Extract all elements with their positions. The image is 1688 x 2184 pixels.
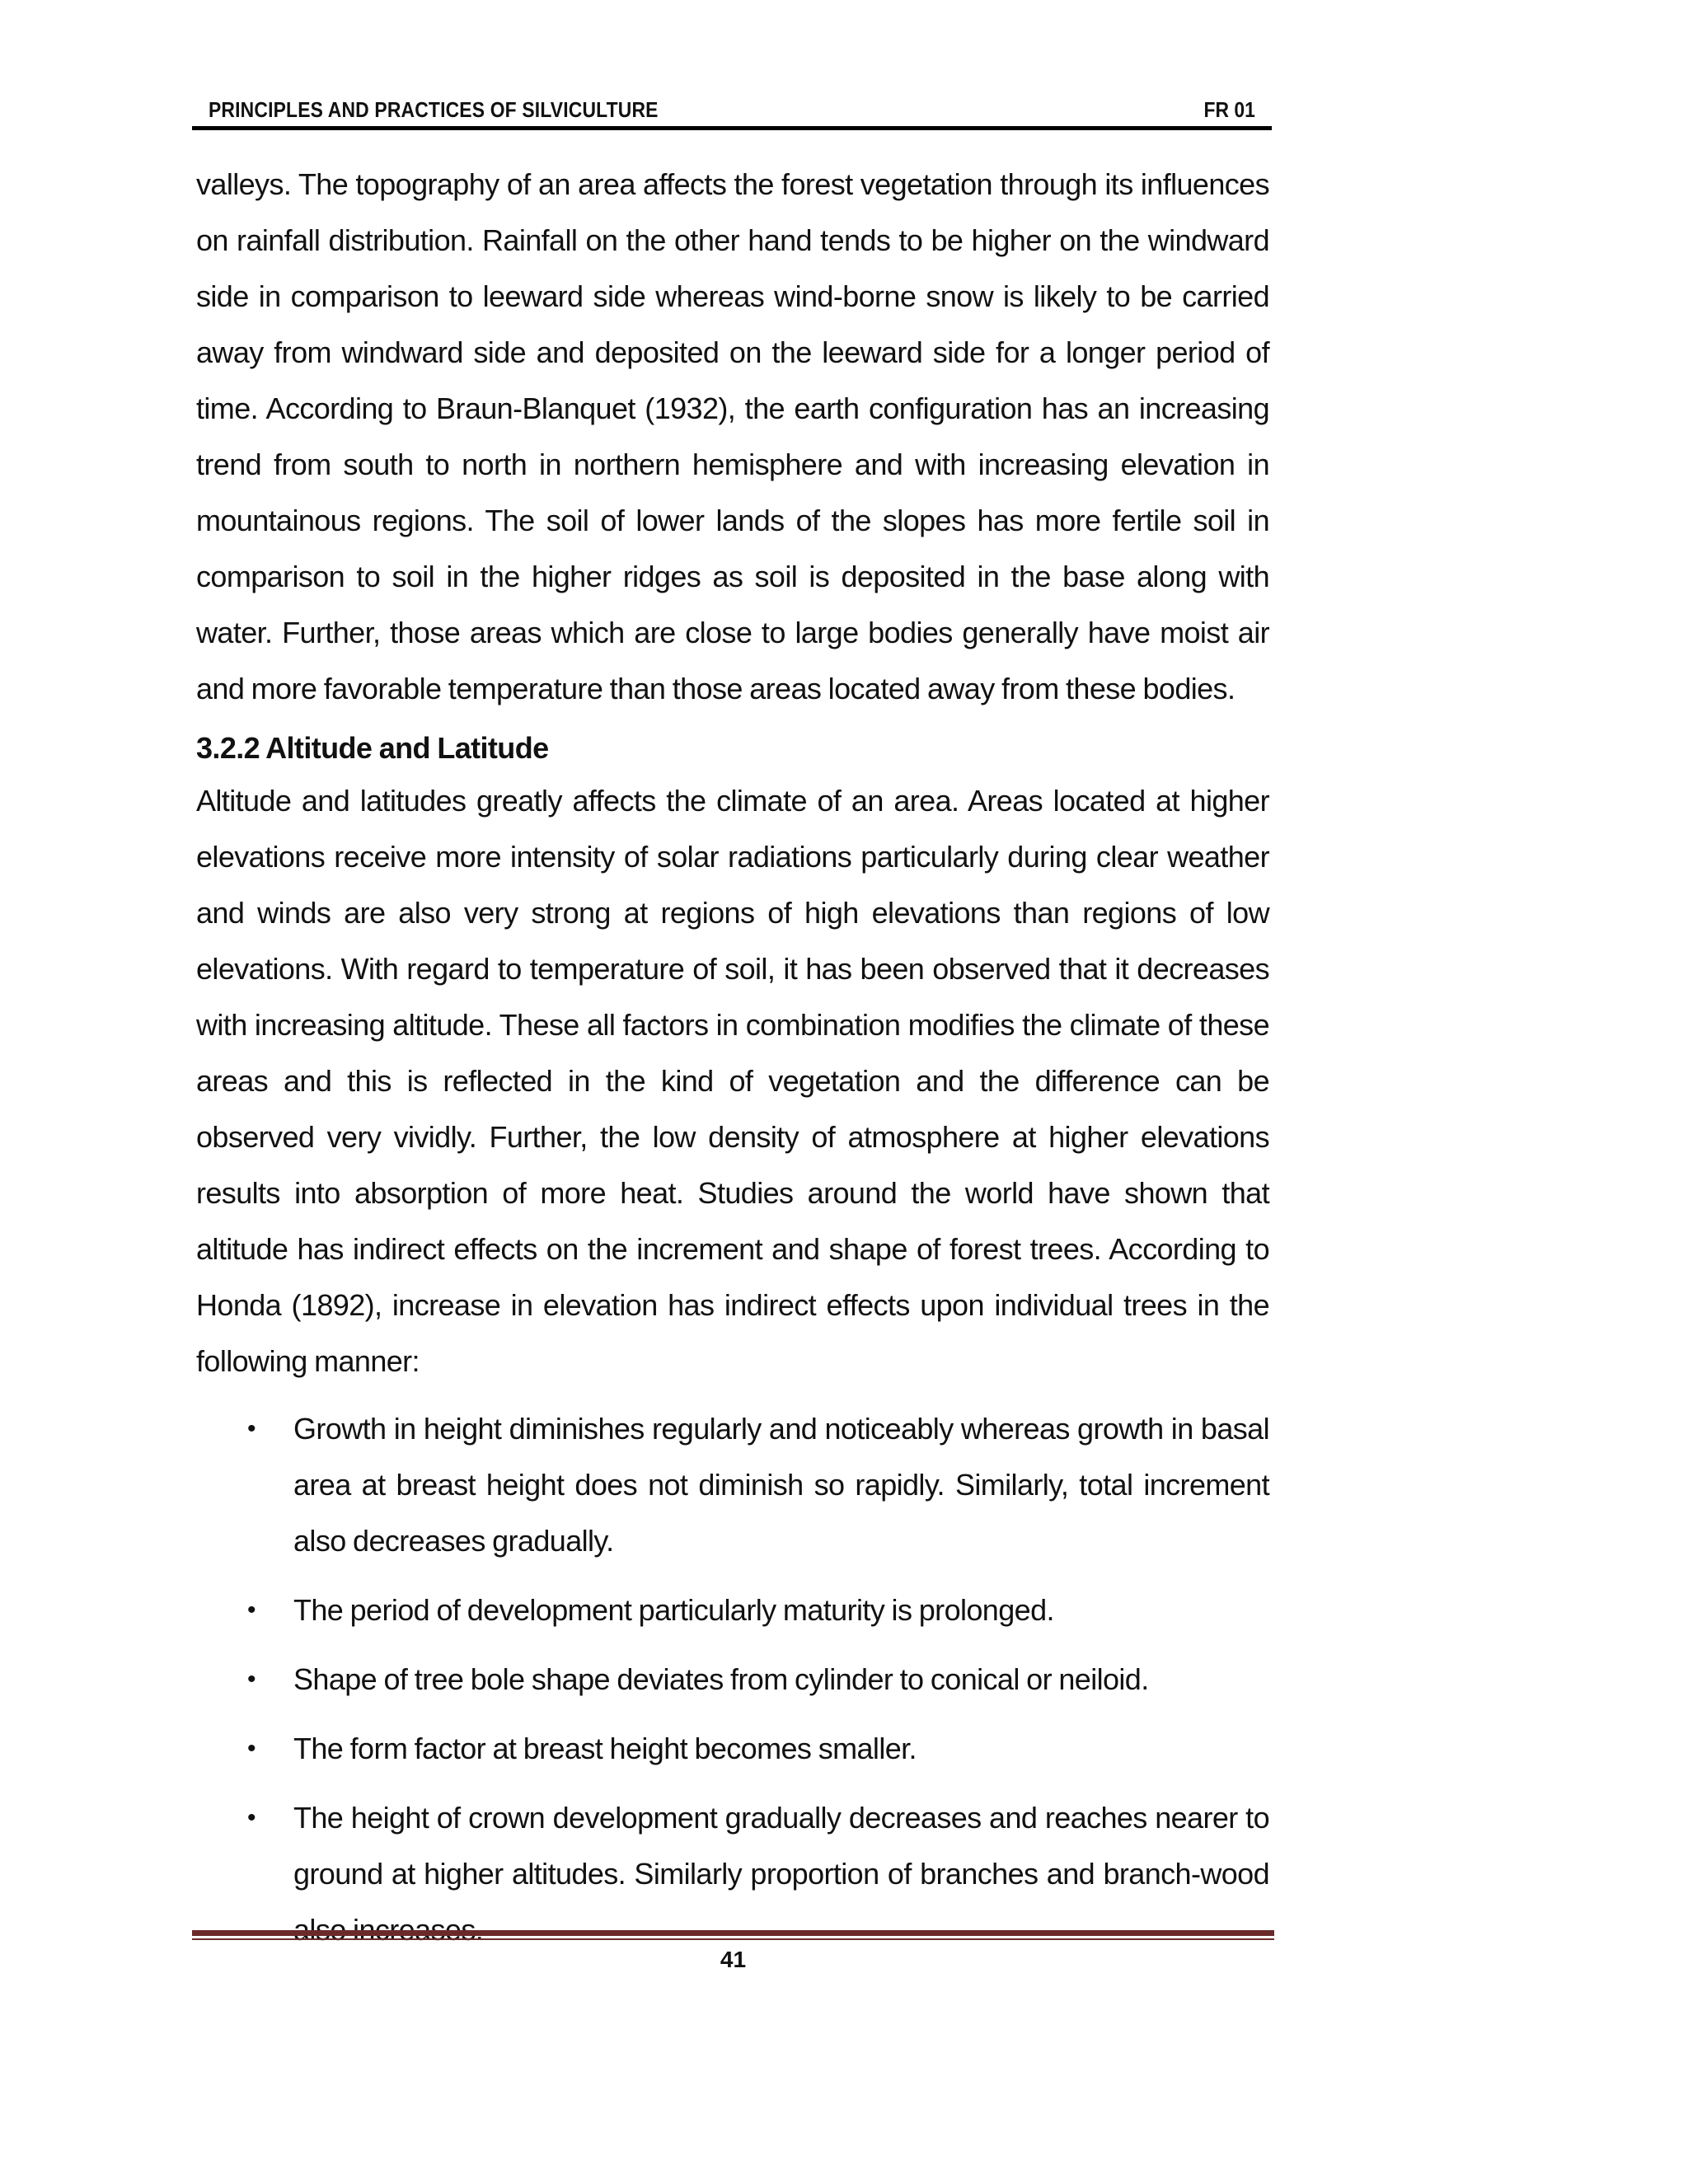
- bullet-icon: •: [247, 1415, 256, 1442]
- bullet-icon: •: [247, 1596, 256, 1624]
- running-header: [192, 97, 1272, 130]
- list-item: [196, 1652, 1269, 1708]
- running-header-title: PRINCIPLES AND PRACTICES OF SILVICULTURE: [209, 97, 659, 122]
- bullet-list: [196, 1401, 1269, 1958]
- bullet-icon: •: [247, 1666, 256, 1693]
- list-item: [196, 1582, 1269, 1638]
- list-item: [196, 1721, 1269, 1777]
- intro-paragraph: valleys. The topography of an area affects the forest vegetation through its influences on rainfall distribution. Rainfall on the other hand tends to be higher on the windward side in comparison to leeward side whereas wind-borne snow is likely to be carried away from windward side and deposited on the leeward side for a longer period of time. According to Braun-Blanquet (1932), the earth configuration has an increasing trend from south to north in northern hemisphere and with increasing elevation in mountainous regions. The soil of lower lands of the slopes has more fertile soil in comparison to soil in the higher ridges as soil is deposited in the base along with water. Further, those areas which are close to large bodies generally have moist air and more favorable temperature than those areas located away from these bodies.: [196, 167, 1269, 705]
- list-item: [196, 1401, 1269, 1569]
- list-item-text: The form factor at breast height becomes smaller.: [293, 1732, 917, 1765]
- footer-rule-thin: [192, 1938, 1274, 1940]
- list-item-text: Growth in height diminishes regularly and noticeably whereas growth in basal area at breast height does not diminish so rapidly. Similarly, total increment also decreases gradually.: [293, 1412, 1269, 1558]
- page-body: [196, 157, 1269, 1971]
- header-rule: [192, 126, 1272, 130]
- footer-rule: [192, 1930, 1274, 1936]
- section-heading: 3.2.2 Altitude and Latitude: [196, 731, 549, 765]
- list-item-text: The period of development particularly maturity is prolonged.: [293, 1593, 1054, 1627]
- course-code: FR 01: [1203, 97, 1255, 122]
- bullet-icon: •: [247, 1804, 256, 1831]
- bullet-icon: •: [247, 1735, 256, 1762]
- section-paragraph: Altitude and latitudes greatly affects the climate of an area. Areas located at higher elevations receive more intensity of solar radiations particularly during clear weather and winds are also very strong at regions of high elevations than regions of low elevations. With regard to temperature of soil, it has been observed that it decreases with increasing altitude. These all factors in combination modifies the climate of these areas and this is reflected in the kind of vegetation and the difference can be observed very vividly. Further, the low density of atmosphere at higher elevations results into absorption of more heat. Studies around the world have shown that altitude has indirect effects on the increment and shape of forest trees. According to Honda (1892), increase in elevation has indirect effects upon individual trees in the following manner:: [196, 784, 1269, 1378]
- page-number: 41: [720, 1947, 747, 1972]
- list-item-text: Shape of tree bole shape deviates from cylinder to conical or neiloid.: [293, 1662, 1149, 1696]
- list-item-text: The height of crown development gradually decreases and reaches nearer to ground at higher altitudes. Similarly proportion of branches and branch-wood: [293, 1801, 1269, 1891]
